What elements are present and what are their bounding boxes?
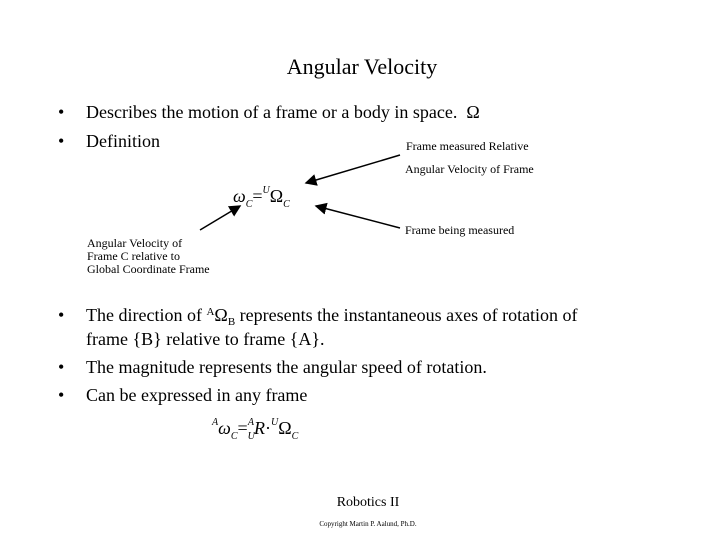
eq2-omega: ω bbox=[218, 418, 231, 438]
bullet-marker: • bbox=[58, 357, 65, 377]
bullet-magnitude bbox=[58, 357, 487, 378]
eq2-Omega: Ω bbox=[278, 418, 292, 438]
slide-title: Angular Velocity bbox=[286, 54, 438, 79]
annotation-frame-measured-relative: Frame measured Relative bbox=[406, 139, 529, 153]
eq2-equals: = bbox=[237, 418, 248, 438]
direction-omega: Ω bbox=[214, 305, 228, 325]
bullet-any-frame-text: Can be expressed in any frame bbox=[86, 385, 308, 405]
bullet-direction-line2: frame {B} relative to frame {A}. bbox=[86, 329, 325, 349]
eq1-equals: = bbox=[252, 186, 263, 206]
bullet-marker: • bbox=[58, 305, 65, 325]
eq2-omega-sub: C bbox=[230, 431, 238, 442]
bullet-marker: • bbox=[58, 385, 65, 405]
eq2-R: R bbox=[254, 418, 265, 438]
bullet-direction bbox=[58, 305, 578, 326]
eq1-Omega-sup: U bbox=[262, 185, 270, 196]
direction-sup: A bbox=[206, 306, 215, 318]
bullet-magnitude-text: The magnitude represents the angular speed of rotation. bbox=[86, 357, 487, 377]
arrow-to-sup-frame bbox=[306, 155, 400, 183]
bullet-describes-text: Describes the motion of a frame or a body in space. bbox=[86, 102, 458, 122]
direction-sub: B bbox=[227, 316, 236, 328]
omega-symbol: Ω bbox=[466, 102, 480, 122]
annotation-global-line-3: Global Coordinate Frame bbox=[87, 262, 210, 276]
eq1-Omega-sub: C bbox=[283, 199, 290, 210]
eq1-omega-sub: C bbox=[245, 199, 253, 210]
annotation-frame-being-measured: Frame being measured bbox=[405, 223, 515, 237]
arrow-to-sub-frame bbox=[316, 206, 400, 228]
annotation-global-line-1: Angular Velocity of bbox=[87, 236, 183, 250]
arrow-to-omega bbox=[200, 206, 240, 230]
bullet-direction-post: represents the instantaneous axes of rotation of bbox=[239, 305, 578, 325]
bullet-marker: • bbox=[58, 102, 65, 122]
bullet-any-frame bbox=[58, 385, 307, 406]
eq1-omega: ω bbox=[233, 186, 246, 206]
footer-course: Robotics II bbox=[336, 495, 400, 510]
annotation-global-line-2: Frame C relative to bbox=[87, 249, 180, 263]
eq2-dot: · bbox=[265, 418, 271, 438]
footer-copyright: Copyright Martin P. Aalund, Ph.D. bbox=[319, 520, 417, 528]
bullet-marker: • bbox=[58, 131, 65, 151]
eq2-Omega-sub: C bbox=[291, 431, 299, 442]
eq2-R-sub: U bbox=[247, 431, 255, 442]
eq2-pre-sup: A bbox=[212, 417, 219, 428]
bullet-direction-pre: The direction of bbox=[86, 305, 202, 325]
bullet-definition-text: Definition bbox=[86, 131, 160, 151]
annotation-angular-velocity-of-frame: Angular Velocity of Frame bbox=[405, 162, 534, 176]
eq2-Omega-sup: U bbox=[271, 417, 279, 428]
equation-frame-transform bbox=[212, 417, 299, 442]
eq2-R-sup: A bbox=[247, 417, 254, 428]
eq1-Omega: Ω bbox=[269, 186, 284, 206]
